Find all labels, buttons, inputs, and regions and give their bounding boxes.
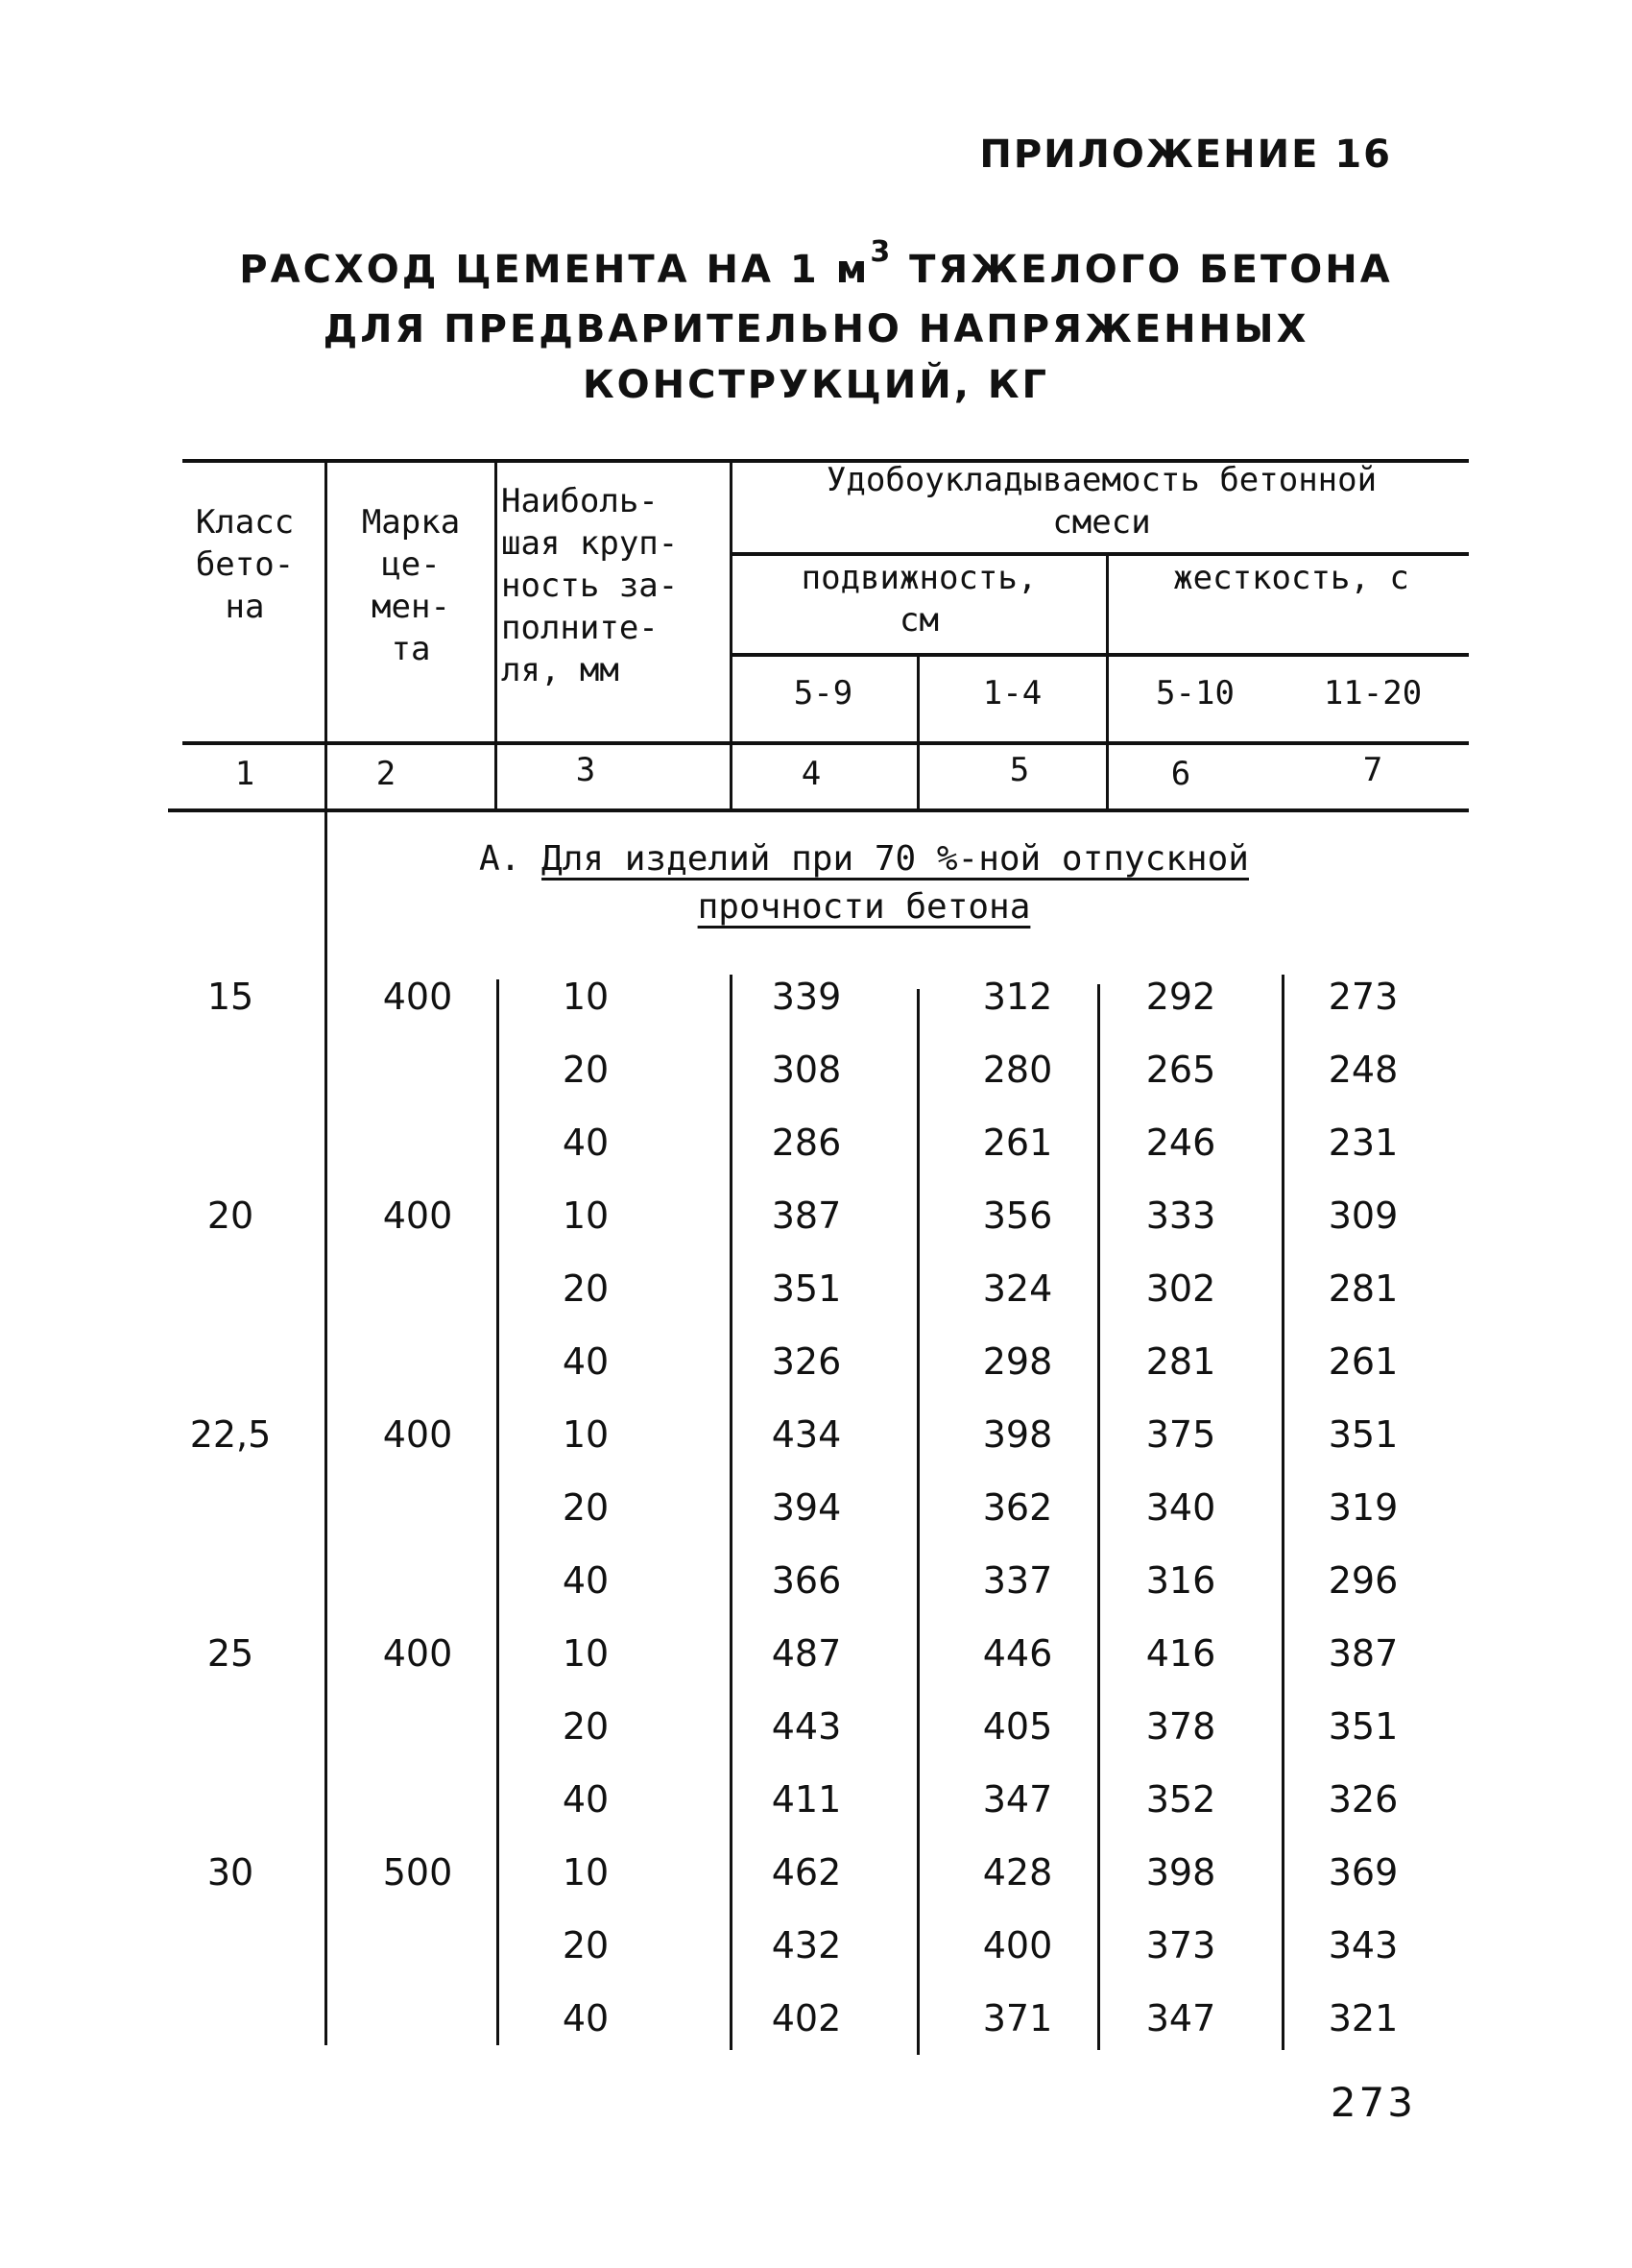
cell-value-col6: 265 — [1145, 1049, 1216, 1091]
vline-col3 — [494, 459, 497, 808]
cell-value-col4: 432 — [771, 1924, 842, 1966]
colnum-1: 1 — [234, 755, 255, 793]
cell-value-col6: 347 — [1145, 1997, 1216, 2039]
subhead-5-9: 5-9 — [793, 674, 853, 712]
cell-value-col4: 286 — [771, 1122, 842, 1164]
cell-value-col6: 316 — [1145, 1559, 1216, 1602]
cell-value-col6: 333 — [1145, 1194, 1216, 1237]
cell-value-col5: 324 — [982, 1267, 1053, 1310]
cell-value-col6: 416 — [1145, 1632, 1216, 1675]
cell-value-col4: 326 — [771, 1340, 842, 1383]
cell-value-col5: 312 — [982, 976, 1053, 1018]
cell-value-col4: 402 — [771, 1997, 842, 2039]
cell-value-col5: 280 — [982, 1049, 1053, 1091]
cell-class: 20 — [206, 1194, 254, 1237]
cell-aggregate: 40 — [562, 1340, 610, 1383]
cell-aggregate: 10 — [562, 976, 610, 1018]
cell-value-col6: 375 — [1145, 1413, 1216, 1456]
cell-cement-grade: 500 — [382, 1851, 453, 1894]
cell-value-col5: 362 — [982, 1486, 1053, 1529]
body-vline-col4 — [730, 975, 732, 2050]
body-vline-col5 — [917, 989, 920, 2055]
cell-value-col4: 443 — [771, 1705, 842, 1748]
cell-aggregate: 10 — [562, 1413, 610, 1456]
cell-cement-grade: 400 — [382, 976, 453, 1018]
cell-value-col7: 281 — [1328, 1267, 1399, 1310]
workability-rule — [730, 552, 1469, 556]
header-cement-grade: Марка це- мен- та — [361, 503, 461, 668]
cell-class: 22,5 — [189, 1413, 272, 1456]
title-line-3: КОНСТРУКЦИЙ, КГ — [582, 363, 1050, 407]
cell-value-col7: 351 — [1328, 1705, 1399, 1748]
cell-aggregate: 20 — [562, 1705, 610, 1748]
cell-cement-grade: 400 — [382, 1194, 453, 1237]
header-workability: Удобоукладываемость бетонной смеси — [826, 461, 1378, 542]
cell-value-col6: 292 — [1145, 976, 1216, 1018]
header-stiffness: жесткость, с — [1173, 559, 1409, 597]
cell-value-col7: 309 — [1328, 1194, 1399, 1237]
cell-aggregate: 40 — [562, 1122, 610, 1164]
cell-class: 30 — [206, 1851, 254, 1894]
cell-value-col4: 366 — [771, 1559, 842, 1602]
cell-value-col6: 302 — [1145, 1267, 1216, 1310]
cell-value-col5: 298 — [982, 1340, 1053, 1383]
cell-cement-grade: 400 — [382, 1632, 453, 1675]
cell-value-col7: 343 — [1328, 1924, 1399, 1966]
colnum-7: 7 — [1362, 751, 1383, 789]
title-line-2: ДЛЯ ПРЕДВАРИТЕЛЬНО НАПРЯЖЕННЫХ — [323, 307, 1309, 351]
cell-value-col6: 398 — [1145, 1851, 1216, 1894]
colnum-3: 3 — [575, 751, 596, 789]
cell-aggregate: 10 — [562, 1194, 610, 1237]
cell-value-col7: 326 — [1328, 1778, 1399, 1821]
vline-col5 — [917, 653, 920, 808]
cell-value-col4: 308 — [771, 1049, 842, 1091]
cell-aggregate: 20 — [562, 1267, 610, 1310]
cell-value-col6: 352 — [1145, 1778, 1216, 1821]
cell-aggregate: 10 — [562, 1632, 610, 1675]
cell-value-col5: 371 — [982, 1997, 1053, 2039]
cell-value-col7: 319 — [1328, 1486, 1399, 1529]
cell-value-col4: 387 — [771, 1194, 842, 1237]
cell-value-col4: 394 — [771, 1486, 842, 1529]
cell-value-col7: 321 — [1328, 1997, 1399, 2039]
colnum-2: 2 — [375, 755, 396, 793]
colnum-5: 5 — [1009, 751, 1030, 789]
cell-value-col6: 378 — [1145, 1705, 1216, 1748]
title-line-1: РАСХОД ЦЕМЕНТА НА 1 $м^3$ ТЯЖЕЛОГО БЕТОНА — [239, 235, 1393, 292]
cell-value-col7: 231 — [1328, 1122, 1399, 1164]
body-vline-col3 — [496, 979, 499, 2045]
cell-value-col5: 337 — [982, 1559, 1053, 1602]
cell-value-col4: 339 — [771, 976, 842, 1018]
subhead-5-10: 5-10 — [1156, 674, 1235, 712]
cell-cement-grade: 400 — [382, 1413, 453, 1456]
cell-value-col4: 351 — [771, 1267, 842, 1310]
cell-aggregate: 20 — [562, 1924, 610, 1966]
subhead-rule — [730, 653, 1469, 657]
cell-aggregate: 20 — [562, 1486, 610, 1529]
cell-value-col7: 296 — [1328, 1559, 1399, 1602]
body-vline-col6 — [1097, 984, 1100, 2050]
cell-value-col5: 356 — [982, 1194, 1053, 1237]
colnum-4: 4 — [801, 755, 822, 793]
cell-value-col5: 398 — [982, 1413, 1053, 1456]
vline-col2 — [324, 459, 327, 2045]
cell-aggregate: 40 — [562, 1997, 610, 2039]
cell-value-col4: 411 — [771, 1778, 842, 1821]
cell-value-col6: 281 — [1145, 1340, 1216, 1383]
section-title: А. Для изделий при 70 %-ной отпускной прочности бетона — [479, 839, 1249, 927]
cell-aggregate: 10 — [562, 1851, 610, 1894]
colnum-6: 6 — [1170, 755, 1191, 793]
cell-aggregate: 40 — [562, 1559, 610, 1602]
cell-value-col5: 400 — [982, 1924, 1053, 1966]
appendix-label: ПРИЛОЖЕНИЕ 16 — [979, 133, 1392, 177]
vline-col4 — [730, 459, 732, 808]
cell-value-col5: 428 — [982, 1851, 1053, 1894]
cell-value-col7: 261 — [1328, 1340, 1399, 1383]
cell-value-col5: 405 — [982, 1705, 1053, 1748]
header-mobility: подвижность, см — [801, 559, 1038, 639]
cell-class: 15 — [206, 976, 254, 1018]
header-class: Класс бето- на — [195, 503, 295, 626]
cell-value-col5: 446 — [982, 1632, 1053, 1675]
header-bottom-rule — [182, 741, 1469, 745]
cell-value-col4: 462 — [771, 1851, 842, 1894]
cell-value-col5: 347 — [982, 1778, 1053, 1821]
cell-value-col7: 387 — [1328, 1632, 1399, 1675]
cell-value-col5: 261 — [982, 1122, 1053, 1164]
page-title — [221, 235, 1411, 413]
cell-value-col6: 373 — [1145, 1924, 1216, 1966]
header-aggregate-size: Наиболь- шая круп- ность за- полните- ля, мм — [501, 482, 679, 689]
cell-class: 25 — [206, 1632, 254, 1675]
cell-value-col6: 246 — [1145, 1122, 1216, 1164]
subhead-11-20: 11-20 — [1323, 674, 1423, 712]
cell-value-col7: 248 — [1328, 1049, 1399, 1091]
cell-aggregate: 40 — [562, 1778, 610, 1821]
cell-aggregate: 20 — [562, 1049, 610, 1091]
body-vline-col7 — [1282, 975, 1284, 2050]
cell-value-col7: 351 — [1328, 1413, 1399, 1456]
cell-value-col7: 273 — [1328, 976, 1399, 1018]
subhead-1-4: 1-4 — [982, 674, 1043, 712]
number-row-rule — [168, 808, 1469, 812]
page-number: 273 — [1330, 2079, 1416, 2126]
cell-value-col6: 340 — [1145, 1486, 1216, 1529]
cell-value-col4: 434 — [771, 1413, 842, 1456]
cell-value-col4: 487 — [771, 1632, 842, 1675]
cell-value-col7: 369 — [1328, 1851, 1399, 1894]
